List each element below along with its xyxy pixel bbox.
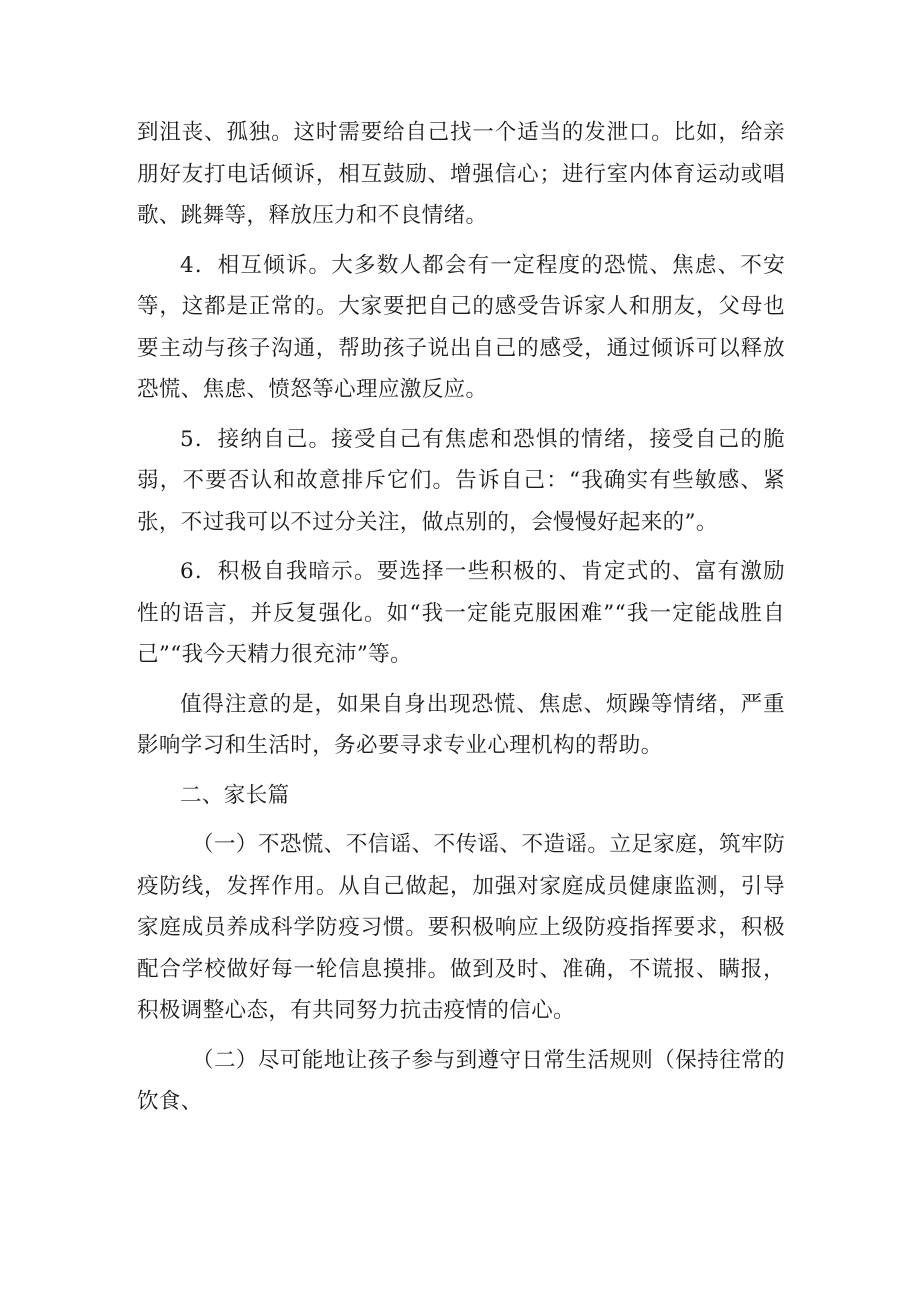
paragraph-parents-item-1: （一）不恐慌、不信谣、不传谣、不造谣。立足家庭，筑牢防疫防线，发挥作用。从自己做起，加强对家庭成员健康监测，引导家庭成员养成科学防疫习惯。要积极响应上级防疫指挥要求，积极配合学校做好每一轮信息摸排。做到及时、准确，不谎报、瞒报，积极调整心态，有共同努力抗击疫情的信心。 (137, 832, 785, 1023)
paragraph-item-6-positive-self-suggestion: 6．积极自我暗示。要选择一些积极的、肯定式的、富有激励性的语言，并反复强化。如“我一定能克服困难”“我一定能战胜自己”“我今天精力很充沛”等。 (137, 559, 785, 667)
section-heading-parents: 二、家长篇 (180, 782, 290, 808)
document-page (137, 112, 785, 1123)
paragraph-item-4-mutual-confiding: 4．相互倾诉。大多数人都会有一定程度的恐慌、焦虑、不安等，这都是正常的。大家要把自己的感受告诉家人和朋友，父母也要主动与孩子沟通，帮助孩子说出自己的感受，通过倾诉可以释放恐慌、焦虑、愤怒等心理应激反应。 (137, 252, 785, 402)
paragraph-coping-continued: 到沮丧、孤独。这时需要给自己找一个适当的发泄口。比如，给亲朋好友打电话倾诉，相互鼓励、增强信心；进行室内体育运动或唱歌、跳舞等，释放压力和不良情绪。 (137, 120, 785, 228)
paragraph-professional-help-note: 值得注意的是，如果自身出现恐慌、焦虑、烦躁等情绪，严重影响学习和生活时，务必要寻求专业心理机构的帮助。 (137, 691, 785, 758)
paragraph-parents-item-2: （二）尽可能地让孩子参与到遵守日常生活规则（保持往常的饮食、 (137, 1047, 785, 1114)
paragraph-item-5-accept-yourself: 5．接纳自己。接受自己有焦虑和恐惧的情绪，接受自己的脆弱，不要否认和故意排斥它们。告诉自己：“我确实有些敏感、紧张，不过我可以不过分关注，做点别的，会慢慢好起来的”。 (137, 426, 785, 535)
